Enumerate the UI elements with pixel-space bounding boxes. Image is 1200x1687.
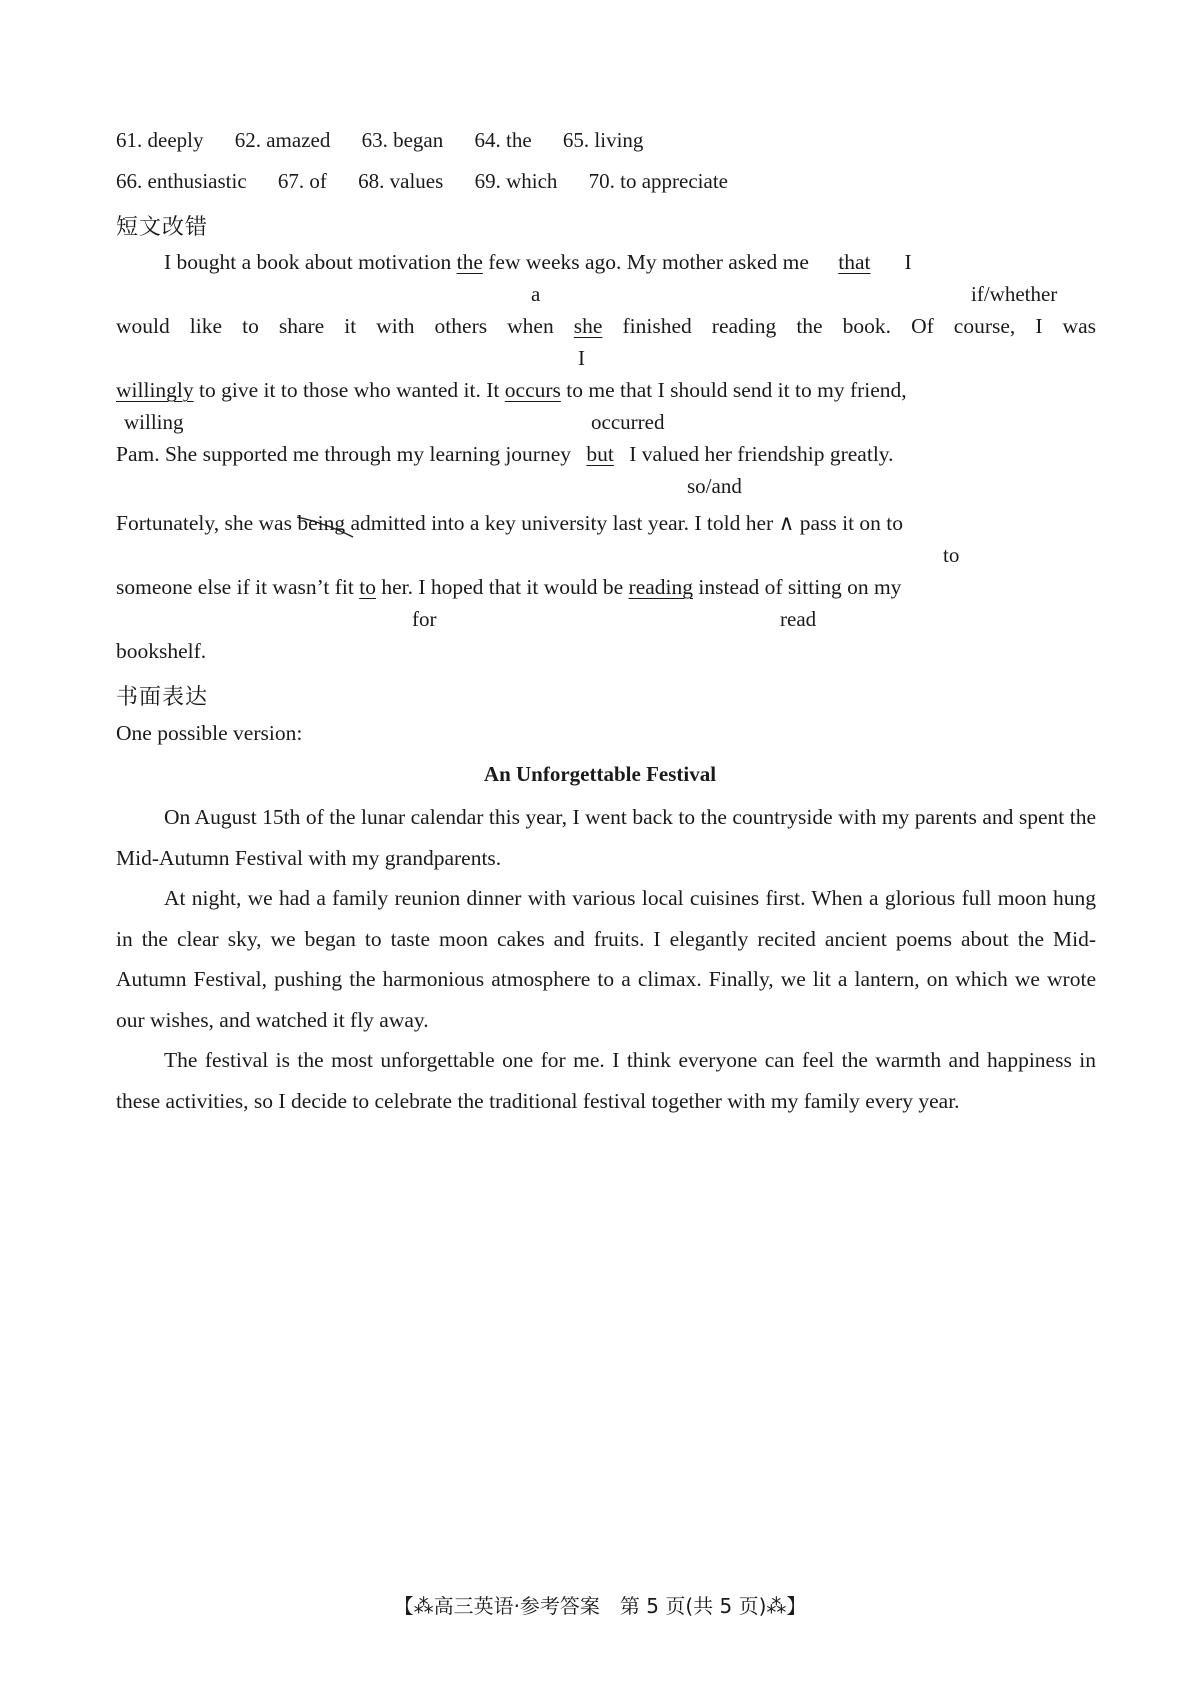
- answer-66: 66. enthusiastic: [116, 169, 247, 193]
- essay-paragraph-3: The festival is the most unforgettable one for me. I think everyone can feel the warmth and happiness in these activities, so I decide to celebrate the traditional festival together with my family every year.: [116, 1048, 1096, 1113]
- deleted-word-being: being: [297, 511, 345, 536]
- error-willingly: willingly: [116, 378, 194, 402]
- essay-paragraph-2: At night, we had a family reunion dinner with various local cuisines first. When a glorious full moon hung in the clear sky, we began to taste moon cakes and fruits. I elegantly recited ancient poems about the Mid-Autumn Festival, pushing the harmonious atmosphere to a climax. Finally, we lit a lantern, on which we wrote our wishes, and watched it fly away.: [116, 886, 1096, 1032]
- fix-willing: willing: [124, 410, 184, 434]
- answer-70: 70. to appreciate: [588, 169, 728, 193]
- fix-to-insert: to: [943, 543, 960, 567]
- answer-61: 61. deeply: [116, 128, 204, 152]
- answer-63: 63. began: [361, 128, 444, 152]
- answers-row-2: [116, 169, 754, 194]
- answer-69: 69. which: [474, 169, 558, 193]
- answer-67: 67. of: [277, 169, 327, 193]
- essay-body: [116, 797, 1096, 1121]
- correction-line-2: would like to share it with others when she finished reading the book. Of course, I was: [116, 314, 1096, 338]
- strike-mark: [295, 513, 355, 541]
- correction-heading: 短文改错: [116, 215, 209, 240]
- correction-line-6: someone else if it wasn’t fit to her. I hoped that it would be reading instead of sitting on my: [116, 575, 902, 599]
- correction-line-4: Pam. She supported me through my learning journey but I valued her friendship greatly.: [116, 442, 894, 466]
- fix-if-whether: if/whether: [971, 282, 1058, 306]
- correction-line-3: willingly to give it to those who wanted it. It occurs to me that I should send it to my friend,: [116, 378, 907, 402]
- answer-64: 64. the: [474, 128, 532, 152]
- answer-62: 62. amazed: [234, 128, 331, 152]
- essay-title: An Unforgettable Festival: [483, 762, 717, 786]
- fix-read: read: [780, 607, 817, 631]
- page-footer: 【⁂高三英语·参考答案 第 5 页(共 5 页)⁂】: [393, 1594, 807, 1618]
- error-she: she: [573, 314, 603, 338]
- fix-so-and: so/and: [687, 474, 742, 498]
- fix-I: I: [578, 346, 585, 370]
- error-that: that: [838, 250, 871, 274]
- error-to: to: [359, 575, 376, 599]
- writing-intro: One possible version:: [116, 721, 303, 745]
- answer-68: 68. values: [358, 169, 444, 193]
- error-reading: reading: [628, 575, 693, 599]
- fix-a: a: [531, 282, 541, 306]
- error-occurs: occurs: [504, 378, 561, 402]
- answer-65: 65. living: [562, 128, 644, 152]
- fix-for: for: [412, 607, 437, 631]
- answers-row-1: [116, 128, 669, 153]
- error-but: but: [586, 442, 614, 466]
- fix-occurred: occurred: [591, 410, 665, 434]
- writing-heading: 书面表达: [116, 685, 209, 710]
- correction-line-1: I bought a book about motivation the few weeks ago. My mother asked me that I: [164, 250, 912, 274]
- essay-paragraph-1: On August 15th of the lunar calendar this year, I went back to the countryside with my parents and spent the Mid-Autumn Festival with my grandparents.: [116, 805, 1096, 870]
- correction-line-5: Fortunately, she was being admitted into a key university last year. I told her ∧ pass it on to: [116, 511, 1096, 536]
- error-the: the: [456, 250, 483, 274]
- correction-line-7: bookshelf.: [116, 639, 207, 663]
